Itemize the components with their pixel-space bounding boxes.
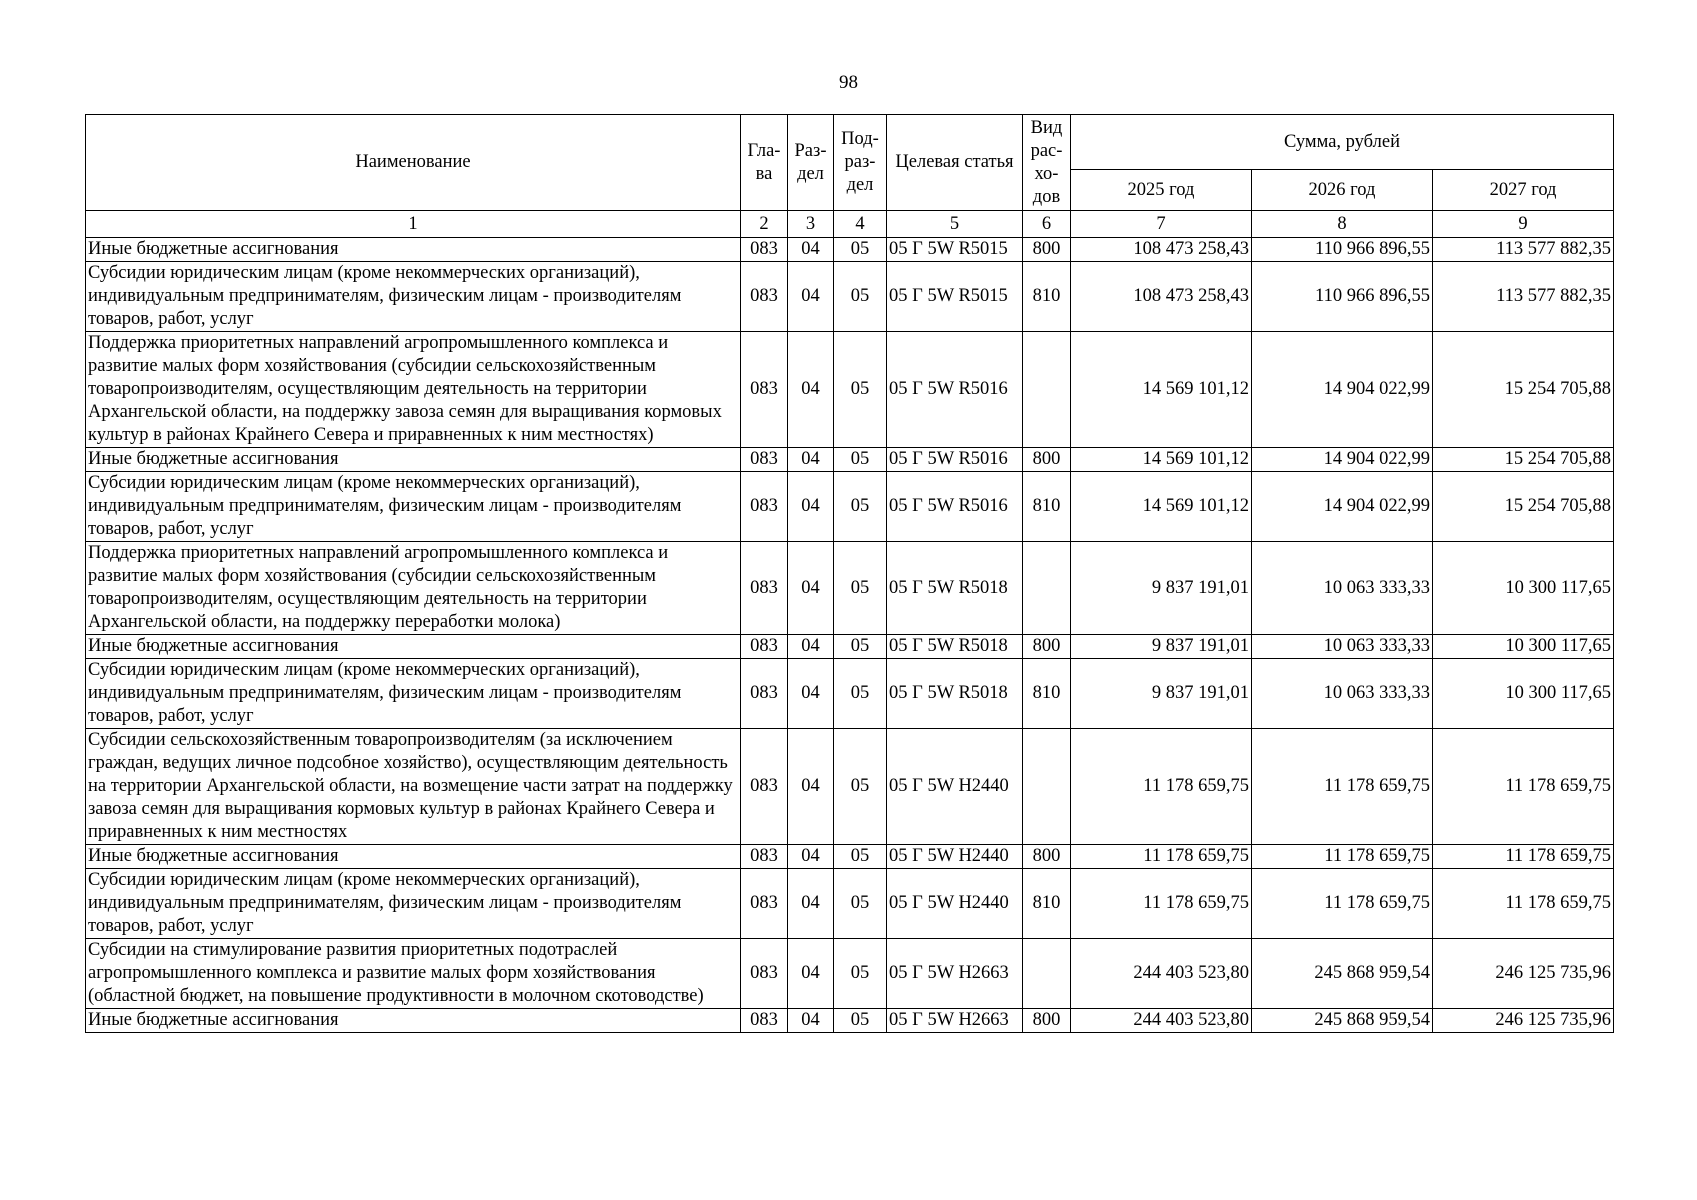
table-row — [86, 845, 1614, 869]
row-razdel: 04 — [788, 448, 834, 472]
header-podrazdel: Под-раз-дел — [834, 115, 887, 211]
row-target-code: 05 Г 5W H2440 — [887, 729, 1023, 845]
row-amount-2025: 11 178 659,75 — [1071, 845, 1252, 869]
column-number: 6 — [1023, 211, 1071, 238]
column-number-row — [86, 211, 1614, 238]
row-glava: 083 — [741, 262, 788, 332]
row-podrazdel: 05 — [834, 869, 887, 939]
row-razdel: 04 — [788, 1009, 834, 1033]
row-amount-2027: 10 300 117,65 — [1433, 635, 1614, 659]
table-row — [86, 635, 1614, 659]
table-row — [86, 238, 1614, 262]
table-row — [86, 729, 1614, 845]
row-podrazdel: 05 — [834, 1009, 887, 1033]
row-amount-2026: 14 904 022,99 — [1252, 472, 1433, 542]
row-expense-type — [1023, 939, 1071, 1009]
table-row — [86, 472, 1614, 542]
row-amount-2027: 11 178 659,75 — [1433, 845, 1614, 869]
row-amount-2026: 10 063 333,33 — [1252, 659, 1433, 729]
row-name: Поддержка приоритетных направлений агропромышленного комплекса и развитие малых форм хозяйствования (субсидии сельскохозяйственным товаропроизводителям, осуществляющим деятельность на территории Архангельской области, на поддержку завоза семян для выращивания кормовых культур в районах Крайнего Севера и приравненных к ним местностях) — [86, 332, 741, 448]
row-amount-2026: 10 063 333,33 — [1252, 635, 1433, 659]
row-name: Иные бюджетные ассигнования — [86, 635, 741, 659]
row-glava: 083 — [741, 845, 788, 869]
row-glava: 083 — [741, 939, 788, 1009]
row-podrazdel: 05 — [834, 542, 887, 635]
row-amount-2025: 108 473 258,43 — [1071, 262, 1252, 332]
row-name: Субсидии на стимулирование развития приоритетных подотраслей агропромышленного комплекса и развитие малых форм хозяйствования (областной бюджет, на повышение продуктивности в молочном скотоводстве) — [86, 939, 741, 1009]
row-podrazdel: 05 — [834, 635, 887, 659]
row-target-code: 05 Г 5W H2440 — [887, 845, 1023, 869]
row-amount-2027: 15 254 705,88 — [1433, 332, 1614, 448]
row-expense-type: 810 — [1023, 472, 1071, 542]
row-razdel: 04 — [788, 869, 834, 939]
row-amount-2026: 14 904 022,99 — [1252, 448, 1433, 472]
row-target-code: 05 Г 5W R5018 — [887, 635, 1023, 659]
header-razdel: Раз-дел — [788, 115, 834, 211]
row-amount-2025: 244 403 523,80 — [1071, 1009, 1252, 1033]
row-amount-2027: 15 254 705,88 — [1433, 448, 1614, 472]
row-amount-2025: 244 403 523,80 — [1071, 939, 1252, 1009]
row-amount-2027: 11 178 659,75 — [1433, 869, 1614, 939]
column-number: 7 — [1071, 211, 1252, 238]
row-podrazdel: 05 — [834, 939, 887, 1009]
row-target-code: 05 Г 5W R5018 — [887, 542, 1023, 635]
row-glava: 083 — [741, 238, 788, 262]
row-amount-2027: 113 577 882,35 — [1433, 262, 1614, 332]
row-glava: 083 — [741, 1009, 788, 1033]
row-name: Иные бюджетные ассигнования — [86, 238, 741, 262]
row-podrazdel: 05 — [834, 238, 887, 262]
row-glava: 083 — [741, 659, 788, 729]
table-row — [86, 869, 1614, 939]
header-summa: Сумма, рублей — [1071, 115, 1614, 170]
row-podrazdel: 05 — [834, 448, 887, 472]
table-row — [86, 939, 1614, 1009]
row-target-code: 05 Г 5W R5016 — [887, 472, 1023, 542]
row-expense-type — [1023, 332, 1071, 448]
row-amount-2027: 10 300 117,65 — [1433, 542, 1614, 635]
row-target-code: 05 Г 5W H2663 — [887, 1009, 1023, 1033]
header-year-2026: 2026 год — [1252, 170, 1433, 211]
row-amount-2026: 11 178 659,75 — [1252, 869, 1433, 939]
header-celevaya: Целевая статья — [887, 115, 1023, 211]
row-expense-type: 810 — [1023, 659, 1071, 729]
column-number: 5 — [887, 211, 1023, 238]
row-expense-type — [1023, 542, 1071, 635]
row-amount-2027: 246 125 735,96 — [1433, 1009, 1614, 1033]
row-podrazdel: 05 — [834, 472, 887, 542]
table-body — [86, 238, 1614, 1033]
row-amount-2026: 245 868 959,54 — [1252, 939, 1433, 1009]
row-razdel: 04 — [788, 939, 834, 1009]
row-expense-type: 800 — [1023, 635, 1071, 659]
row-target-code: 05 Г 5W H2663 — [887, 939, 1023, 1009]
row-target-code: 05 Г 5W R5015 — [887, 262, 1023, 332]
header-vid: Вид рас-хо-дов — [1023, 115, 1071, 211]
table-row — [86, 659, 1614, 729]
row-podrazdel: 05 — [834, 659, 887, 729]
row-target-code: 05 Г 5W R5016 — [887, 332, 1023, 448]
row-amount-2026: 110 966 896,55 — [1252, 262, 1433, 332]
row-amount-2025: 9 837 191,01 — [1071, 659, 1252, 729]
row-glava: 083 — [741, 332, 788, 448]
row-amount-2025: 9 837 191,01 — [1071, 542, 1252, 635]
row-name: Субсидии юридическим лицам (кроме некоммерческих организаций), индивидуальным предпринимателям, физическим лицам - производителям товаров, работ, услуг — [86, 869, 741, 939]
row-amount-2026: 11 178 659,75 — [1252, 729, 1433, 845]
row-name: Иные бюджетные ассигнования — [86, 845, 741, 869]
row-amount-2025: 9 837 191,01 — [1071, 635, 1252, 659]
row-target-code: 05 Г 5W H2440 — [887, 869, 1023, 939]
table-row — [86, 262, 1614, 332]
row-amount-2025: 11 178 659,75 — [1071, 869, 1252, 939]
row-amount-2026: 11 178 659,75 — [1252, 845, 1433, 869]
row-expense-type: 800 — [1023, 448, 1071, 472]
row-amount-2025: 11 178 659,75 — [1071, 729, 1252, 845]
header-year-2025: 2025 год — [1071, 170, 1252, 211]
row-amount-2025: 14 569 101,12 — [1071, 472, 1252, 542]
row-razdel: 04 — [788, 332, 834, 448]
row-amount-2026: 110 966 896,55 — [1252, 238, 1433, 262]
row-name: Субсидии юридическим лицам (кроме некоммерческих организаций), индивидуальным предпринимателям, физическим лицам - производителям товаров, работ, услуг — [86, 659, 741, 729]
row-expense-type: 800 — [1023, 845, 1071, 869]
table-row — [86, 448, 1614, 472]
row-expense-type: 810 — [1023, 869, 1071, 939]
row-glava: 083 — [741, 869, 788, 939]
row-glava: 083 — [741, 472, 788, 542]
column-number: 1 — [86, 211, 741, 238]
row-target-code: 05 Г 5W R5016 — [887, 448, 1023, 472]
row-glava: 083 — [741, 635, 788, 659]
table-row — [86, 1009, 1614, 1033]
row-amount-2025: 108 473 258,43 — [1071, 238, 1252, 262]
row-amount-2026: 10 063 333,33 — [1252, 542, 1433, 635]
row-expense-type: 800 — [1023, 238, 1071, 262]
row-razdel: 04 — [788, 635, 834, 659]
column-number: 3 — [788, 211, 834, 238]
row-amount-2026: 245 868 959,54 — [1252, 1009, 1433, 1033]
column-number: 4 — [834, 211, 887, 238]
row-amount-2027: 11 178 659,75 — [1433, 729, 1614, 845]
row-glava: 083 — [741, 542, 788, 635]
row-name: Иные бюджетные ассигнования — [86, 448, 741, 472]
header-year-2027: 2027 год — [1433, 170, 1614, 211]
table-header — [86, 115, 1614, 238]
row-amount-2026: 14 904 022,99 — [1252, 332, 1433, 448]
row-target-code: 05 Г 5W R5018 — [887, 659, 1023, 729]
row-name: Поддержка приоритетных направлений агропромышленного комплекса и развитие малых форм хозяйствования (субсидии сельскохозяйственным товаропроизводителям, осуществляющим деятельность на территории Архангельской области, на поддержку переработки молока) — [86, 542, 741, 635]
row-target-code: 05 Г 5W R5015 — [887, 238, 1023, 262]
row-name: Субсидии сельскохозяйственным товаропроизводителям (за исключением граждан, ведущих личное подсобное хозяйство), осуществляющим деятельность на территории Архангельской области, на возмещение части затрат на поддержку завоза семян для выращивания кормовых культур в районах Крайнего Севера и приравненных к ним местностях — [86, 729, 741, 845]
row-amount-2025: 14 569 101,12 — [1071, 332, 1252, 448]
column-number: 2 — [741, 211, 788, 238]
table-row — [86, 542, 1614, 635]
row-name: Иные бюджетные ассигнования — [86, 1009, 741, 1033]
row-glava: 083 — [741, 448, 788, 472]
row-podrazdel: 05 — [834, 332, 887, 448]
page-number: 98 — [839, 72, 858, 93]
row-podrazdel: 05 — [834, 262, 887, 332]
row-razdel: 04 — [788, 262, 834, 332]
row-amount-2027: 113 577 882,35 — [1433, 238, 1614, 262]
row-expense-type: 800 — [1023, 1009, 1071, 1033]
row-expense-type: 810 — [1023, 262, 1071, 332]
row-razdel: 04 — [788, 729, 834, 845]
row-podrazdel: 05 — [834, 729, 887, 845]
column-number: 9 — [1433, 211, 1614, 238]
row-amount-2027: 15 254 705,88 — [1433, 472, 1614, 542]
row-amount-2027: 246 125 735,96 — [1433, 939, 1614, 1009]
row-amount-2027: 10 300 117,65 — [1433, 659, 1614, 729]
row-amount-2025: 14 569 101,12 — [1071, 448, 1252, 472]
row-expense-type — [1023, 729, 1071, 845]
column-number: 8 — [1252, 211, 1433, 238]
row-glava: 083 — [741, 729, 788, 845]
row-razdel: 04 — [788, 845, 834, 869]
row-name: Субсидии юридическим лицам (кроме некоммерческих организаций), индивидуальным предпринимателям, физическим лицам - производителям товаров, работ, услуг — [86, 262, 741, 332]
header-name: Наименование — [86, 115, 741, 211]
table-row — [86, 332, 1614, 448]
row-name: Субсидии юридическим лицам (кроме некоммерческих организаций), индивидуальным предпринимателям, физическим лицам - производителям товаров, работ, услуг — [86, 472, 741, 542]
row-razdel: 04 — [788, 659, 834, 729]
row-razdel: 04 — [788, 472, 834, 542]
header-glava: Гла-ва — [741, 115, 788, 211]
row-razdel: 04 — [788, 542, 834, 635]
row-razdel: 04 — [788, 238, 834, 262]
row-podrazdel: 05 — [834, 845, 887, 869]
budget-table — [85, 114, 1614, 1033]
